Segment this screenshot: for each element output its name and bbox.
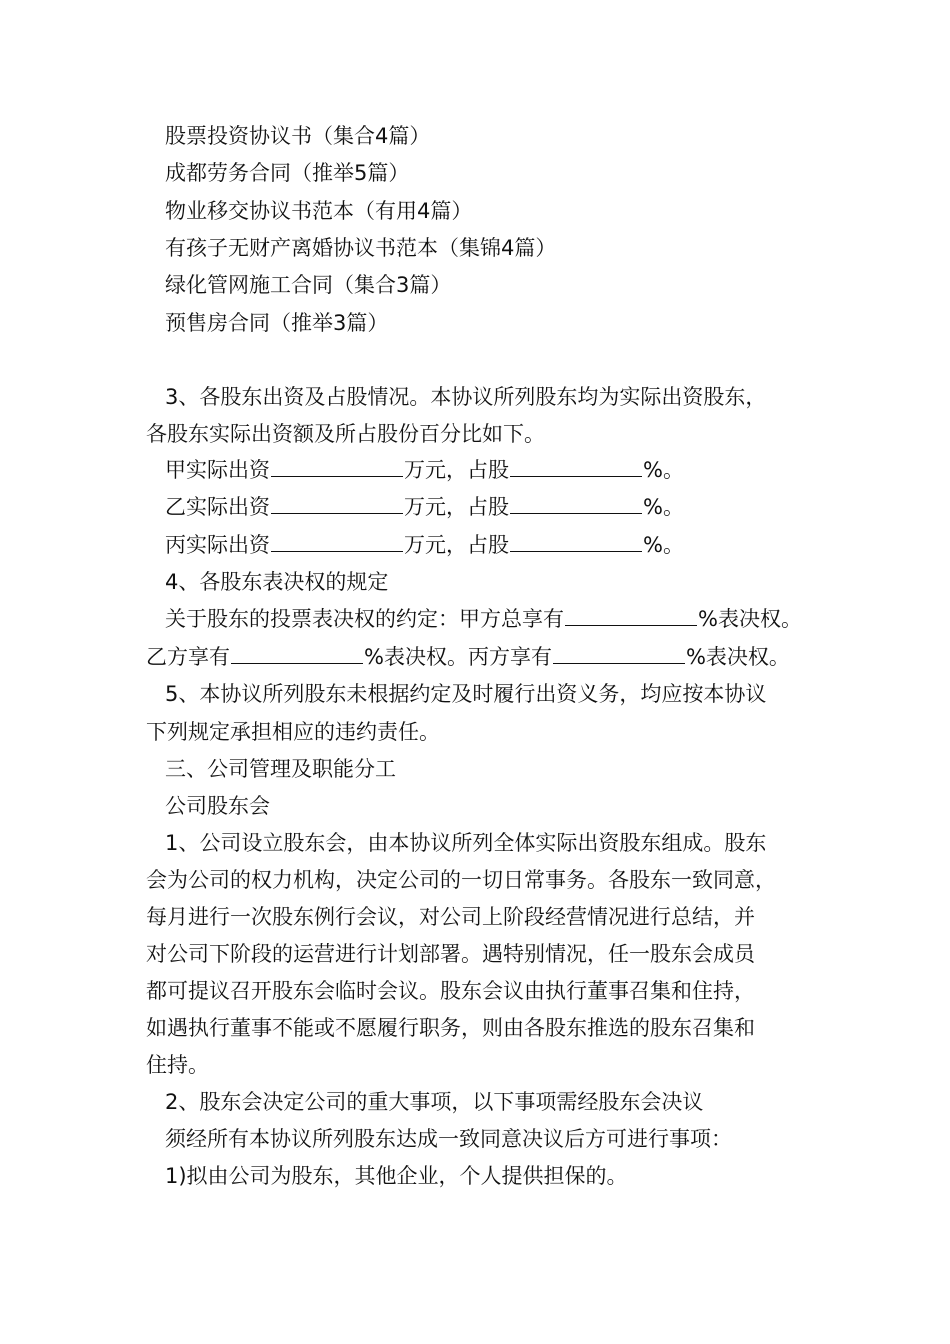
paragraph-4-title: 4、各股东表决权的规定 bbox=[165, 570, 389, 594]
fill-blank[interactable] bbox=[565, 605, 697, 626]
row-unit: 万元，占股 bbox=[404, 458, 509, 482]
paragraph-1-line-2: 会为公司的权力机构，决定公司的一切日常事务。各股东一致同意， bbox=[146, 868, 776, 892]
vote-a-post: %表决权。 bbox=[698, 607, 802, 631]
vote-line-2 bbox=[146, 643, 790, 671]
paragraph-1-line-3: 每月进行一次股东例行会议，对公司上阶段经营情况进行总结，并 bbox=[146, 905, 755, 929]
paragraph-1-line-6: 如遇执行董事不能或不愿履行职务，则由各股东推选的股东召集和 bbox=[146, 1016, 755, 1040]
paragraph-1-line-1: 1、公司设立股东会，由本协议所列全体实际出资股东组成。股东 bbox=[165, 831, 767, 855]
related-link-3[interactable]: 物业移交协议书范本（有用4篇） bbox=[165, 199, 473, 223]
vote-line-1 bbox=[165, 605, 802, 633]
vote-b-pre: 乙方享有 bbox=[146, 645, 230, 669]
related-link-6[interactable]: 预售房合同（推举3篇） bbox=[165, 311, 389, 335]
related-link-4[interactable]: 有孩子无财产离婚协议书范本（集锦4篇） bbox=[165, 236, 557, 260]
paragraph-2-sub: 须经所有本协议所列股东达成一致同意决议后方可进行事项： bbox=[165, 1127, 732, 1151]
sub-heading: 公司股东会 bbox=[165, 794, 270, 818]
paragraph-1-line-5: 都可提议召开股东会临时会议。股东会议由执行董事召集和住持， bbox=[146, 979, 755, 1003]
vote-a-pre: 关于股东的投票表决权的约定：甲方总享有 bbox=[165, 607, 564, 631]
related-link-1[interactable]: 股票投资协议书（集合4篇） bbox=[165, 124, 431, 148]
row-label: 丙实际出资 bbox=[165, 533, 270, 557]
fill-blank[interactable] bbox=[510, 531, 642, 552]
paragraph-2-line: 2、股东会决定公司的重大事项，以下事项需经股东会决议 bbox=[165, 1090, 704, 1114]
fill-blank[interactable] bbox=[510, 456, 642, 477]
paragraph-3-line-1: 3、各股东出资及占股情况。本协议所列股东均为实际出资股东， bbox=[165, 385, 767, 409]
related-link-2[interactable]: 成都劳务合同（推举5篇） bbox=[165, 161, 410, 185]
list-item-1: 1)拟由公司为股东，其他企业，个人提供担保的。 bbox=[165, 1164, 628, 1188]
related-link-5[interactable]: 绿化管网施工合同（集合3篇） bbox=[165, 273, 452, 297]
paragraph-1-line-7: 住持。 bbox=[146, 1053, 209, 1077]
vote-b-mid: %表决权。丙方享有 bbox=[364, 645, 552, 669]
fill-blank[interactable] bbox=[510, 493, 642, 514]
row-unit: 万元，占股 bbox=[404, 533, 509, 557]
paragraph-3-line-2: 各股东实际出资额及所占股份百分比如下。 bbox=[146, 422, 545, 446]
paragraph-1-line-4: 对公司下阶段的运营进行计划部署。遇特别情况，任一股东会成员 bbox=[146, 942, 755, 966]
row-pct: %。 bbox=[643, 533, 684, 557]
row-pct: %。 bbox=[643, 495, 684, 519]
fill-blank[interactable] bbox=[553, 643, 685, 664]
row-pct: %。 bbox=[643, 458, 684, 482]
capital-row-jia bbox=[165, 456, 684, 484]
row-label: 乙实际出资 bbox=[165, 495, 270, 519]
fill-blank[interactable] bbox=[271, 493, 403, 514]
capital-row-yi bbox=[165, 493, 684, 521]
paragraph-5-line-2: 下列规定承担相应的违约责任。 bbox=[146, 720, 440, 744]
fill-blank[interactable] bbox=[271, 456, 403, 477]
paragraph-5-line-1: 5、本协议所列股东未根据约定及时履行出资义务，均应按本协议 bbox=[165, 682, 767, 706]
capital-row-bing bbox=[165, 531, 684, 559]
fill-blank[interactable] bbox=[271, 531, 403, 552]
vote-b-post: %表决权。 bbox=[685, 645, 790, 669]
row-unit: 万元，占股 bbox=[404, 495, 509, 519]
fill-blank[interactable] bbox=[231, 643, 363, 664]
section-3-heading: 三、公司管理及职能分工 bbox=[165, 757, 396, 781]
row-label: 甲实际出资 bbox=[165, 458, 270, 482]
